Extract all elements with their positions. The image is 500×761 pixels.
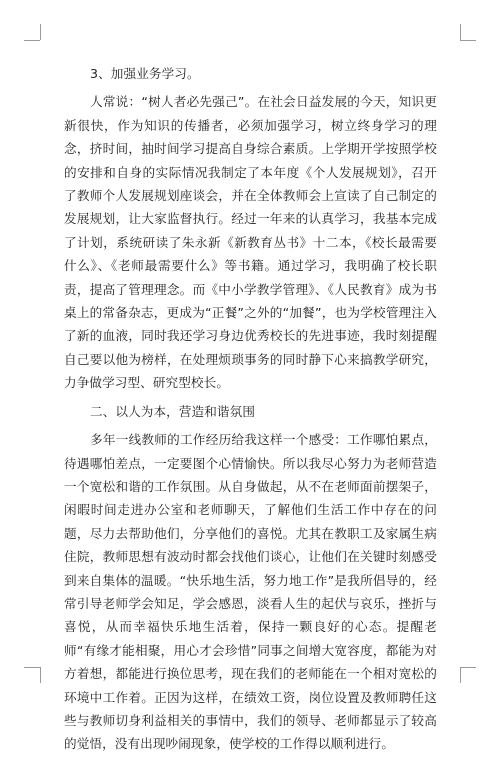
document-body [64, 62, 437, 761]
section-3-heading: 3、加强业务学习。 [90, 66, 200, 81]
paragraph-learning: 人常说：“树人者必先强己”。在社会日益发展的今天，知识更新很快，作为知识的传播者，必须加强学习，树立终身学习的理念，挤时间，抽时间学习提高自身综合素质。上学期开学按照学校的安排和自身的实际情况我制定了本年度《个人发展规划》，召开了教师个人发展规划座谈会，并在全体教师会上宣读了自己制定的发展规划，让大家监督执行。经过一年来的认真学习，我基本完成了计划，系统研读了朱永新《新教育丛书》十二本，《校长最需要什么》、《老师最需要什么》等书籍。通过学习，我明确了校长职责，提高了管理理念。而《中小学教学管理》、《人民教育》成为书桌上的常备杂志，更成为“正餐”之外的“加餐”，也为学校管理注入了新的血液，同时我还学习身边优秀校长的先进事迹，我时刻提醒自己要以他为榜样，在处理烦琐事务的同时静下心来搞教学研究，力争做学习型、研究型校长。 [64, 94, 437, 391]
section-2-heading: 二、以人为本，营造和谐氛围 [90, 403, 256, 419]
paragraph-harmony: 多年一线教师的工作经历给我这样一个感受：工作哪怕累点，待遇哪怕差点，一定要图个心情愉快。所以我尽心努力为老师营造一个宽松和谐的工作氛围。从自身做起，从不在老师面前摆架子，闲暇时间走进办公室和老师聊天，了解他们生活工作中存在的问题，尽力去帮助他们，分享他们的喜悦。尤其在教职工及家属生病住院，教师思想有波动时都会找他们谈心，让他们在关键时刻感受到来自集体的温暖。“快乐地生活，努力地工作”是我所倡导的，经常引导老师学会知足，学会感恩，淡看人生的起伏与哀乐，挫折与喜悦，从而幸福快乐地生活着，保持一颗良好的心态。提醒老师“有缘才能相聚，用心才会珍惜”同事之间增大宽容度，都能为对方着想，都能进行换位思考，现在我们的老师能在一个相对宽松的环境中工作着。正因为这样，在绩效工资，岗位设置及教师聘任这些与教师切身利益相关的事情中，我们的领导、老师都显示了较高的觉悟，没有出现吵闹现象，使学校的工作得以顺利进行。 [64, 432, 437, 752]
